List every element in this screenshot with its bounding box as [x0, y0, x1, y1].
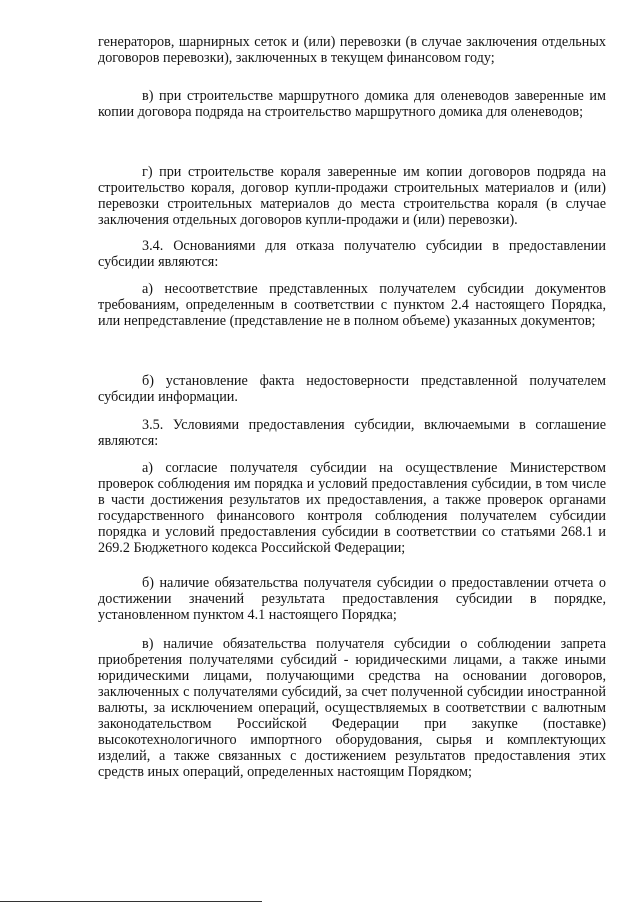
paragraph-item-b-3-4: б) установление факта недостоверности представленной получателем субсидии информации.: [98, 373, 606, 405]
paragraph-item-v-3-5: в) наличие обязательства получателя субсидии о соблюдении запрета приобретения получателями субсидий - юридическими лицами, а также иными юридическими лицами, получающими средства на основании договоров, заключенных с получателями субсидий, за счет полученной субсидии иностранной валюты, за исключением операций, осуществляемых в соответствии с валютным законодательством Российской Федерации при закупке (поставке) высокотехнологичного импортного оборудования, сырья и комплектующих изделий, а также связанных с достижением результатов предоставления этих средств иных операций, определенных настоящим Порядком;: [98, 636, 606, 780]
paragraph-section-3-5: 3.5. Условиями предоставления субсидии, включаемыми в соглашение являются:: [98, 417, 606, 449]
paragraph-item-b-3-5: б) наличие обязательства получателя субсидии о предоставлении отчета о достижении значений результата предоставления субсидии в порядке, установленном пунктом 4.1 настоящего Порядка;: [98, 575, 606, 623]
paragraph-section-3-4: 3.4. Основаниями для отказа получателю субсидии в предоставлении субсидии являются:: [98, 238, 606, 270]
paragraph-item-a-3-5: а) согласие получателя субсидии на осуществление Министерством проверок соблюдения им порядка и условий предоставления субсидии, в том числе в части достижения результатов их предоставления, а также проверок органами государственного финансового контроля соблюдения получателем субсидии порядка и условий предоставления субсидии в соответствии со статьями 268.1 и 269.2 Бюджетного кодекса Российской Федерации;: [98, 460, 606, 556]
paragraph-continuation: генераторов, шарнирных сеток и (или) перевозки (в случае заключения отдельных договоров перевозки), заключенных в текущем финансовом году;: [98, 34, 606, 66]
footnote-divider: [0, 901, 262, 902]
paragraph-item-g: г) при строительстве кораля заверенные им копии договоров подряда на строительство кораля, договор купли-продажи строительных материалов и (или) перевозки строительных материалов до места строительства кораля (в случае заключения отдельных договоров купли-продажи и (или) перевозки).: [98, 164, 606, 228]
paragraph-item-v: в) при строительстве маршрутного домика для оленеводов заверенные им копии договора подряда на строительство маршрутного домика для оленеводов;: [98, 88, 606, 120]
paragraph-item-a-3-4: а) несоответствие представленных получателем субсидии документов требованиям, определенным в соответствии с пунктом 2.4 настоящего Порядка, или непредставление (представление не в полном объеме) указанных документов;: [98, 281, 606, 329]
